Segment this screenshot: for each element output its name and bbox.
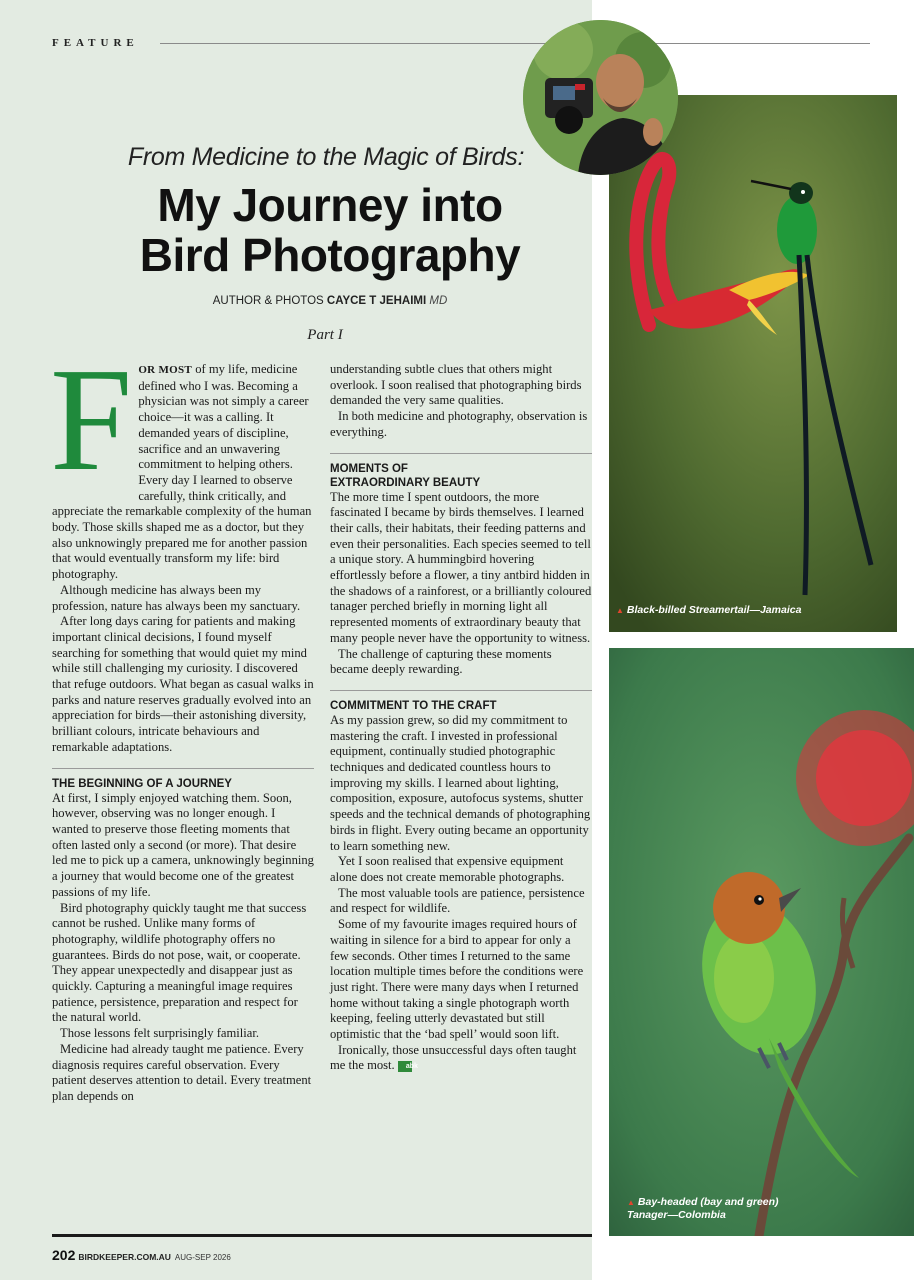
paragraph: understanding subtle clues that others might overlook. I soon realised that photographing birds demanded the very same qualities. [330,362,582,408]
paragraph: Although medicine has always been my profession, nature has always been my sanctuary. [52,582,301,613]
tanager-illustration [609,648,914,1236]
author-suffix: MD [426,295,448,307]
caption-tanager [627,1196,827,1221]
column-2 [330,362,592,1074]
paragraph: In both medicine and photography, observation is everything. [330,409,588,439]
part-label: Part I [307,327,343,343]
folio [52,1247,231,1265]
tanager-photo [609,648,914,1236]
caption-text: Black-billed Streamertail—Jamaica [626,604,802,616]
paragraph: As my passion grew, so did my commitment to mastering the craft. I invested in professional equipment, continually studied photographic techniques and dedicated countless hours to improving my skills. I learned about lighting, composition, exposure, autofocus systems, shutter speeds and the technical demands of photographing birds in flight. Every outing became an opportunity to learn something new. [330,712,591,853]
author-name: CAYCE T JEHAIMI [326,295,427,307]
paragraph: Those lessons felt surprisingly familiar. [60,1026,260,1041]
lead-caps: OR MOST [138,364,193,376]
heading-line: EXTRAORDINARY BEAUTY [330,476,481,489]
column-1 [50,338,314,1105]
section-heading [330,453,592,490]
closing-text: Ironically, those unsuccessful days often taught me the most. [330,1042,577,1073]
streamertail-illustration [609,95,897,632]
section-heading: THE BEGINNING OF A JOURNEY [52,768,314,791]
paragraph: The most valuable tools are patience, persistence and respect for wildlife. [330,885,585,916]
lead-paragraph [50,338,314,583]
article-title [70,180,590,280]
byline [140,295,520,307]
paragraph: Yet I soon realised that expensive equipment alone does not create memorable photographs. [330,854,565,884]
paragraph: The challenge of capturing these moments became deeply rewarding. [330,646,552,677]
paragraph: Some of my favourite images required hours of waiting in silence for a bird to appear for only a few seconds. Other times I returned to the same location multiple times before the conditions were just right. There were many days when I returned home without taking a single photograph worth keeping, feeling utterly devastated but still optimistic that the ‘bad spell’ would soon lift. [330,917,584,1042]
paragraph [330,1043,592,1074]
author-portrait [523,20,678,175]
caption-marker-icon: ▲ [616,606,624,615]
heading-line: MOMENTS OF [330,462,408,475]
portrait-illustration [523,20,678,175]
caption-text: Bay-headed (bay and green) [637,1196,779,1208]
caption-text: Tanager—Colombia [627,1209,726,1221]
paragraph: At first, I simply enjoyed watching them. Soon, however, observing was no longer enough. I wanted to preserve those fleeting moments that often lasted only a second (or more). That desire led me to pick up a camera, unknowingly beginning a journey that would become one of the greatest passions of my life. [52,790,314,899]
paragraph: Bird photography quickly taught me that success cannot be rushed. Unlike many forms of photography, wildlife photography offers no guarantees. Birds do not pose, wait, or cooperate. They appear unexpectedly and disappear just as quickly. Capturing a meaningful image requires patience, persistence, preparation and respect for the natural world. [52,900,307,1025]
byline-prefix: AUTHOR & PHOTOS [212,295,327,307]
title-line-2: Bird Photography [139,229,521,281]
paragraph: of my life, medicine defined who I was. Becoming a physician was not simply a career choice—it was a calling. It demanded years of discipline, sacrifice and an unwavering commitment to helping others. Every day I learned to observe carefully, think critically, and appreciate the remarkable complexity of the human body. Those skills shaped me as a doctor, but they also unknowingly prepared me for another passion that would eventually transform my life: bird photography. [52,362,312,582]
streamertail-photo [609,95,897,632]
caption-marker-icon: ▲ [627,1198,635,1207]
caption-streamertail [616,604,801,617]
section-heading: COMMITMENT TO THE CRAFT [330,690,592,713]
title-line-1: My Journey into [157,179,503,231]
site-name: BIRDKEEPER.COM.AU [78,1252,171,1262]
issue-date: AUG-SEP 2026 [174,1253,231,1262]
section-label: FEATURE [52,37,139,49]
drop-cap: F [50,338,133,502]
paragraph: Medicine had already taught me patience. Every diagnosis requires careful observation. Every patient deserves attention to detail. Every treatment plan depends on [52,1041,312,1103]
article-subtitle: From Medicine to the Magic of Birds: [127,143,525,171]
paragraph: The more time I spent outdoors, the more fascinated I became by birds themselves. I learned their calls, their habitats, their feeding patterns and even their personalities. Each species seemed to tell a unique story. A hummingbird hovering effortlessly before a flower, a tiny antbird hidden in the shadows of a rainforest, or a brilliantly coloured tanager perched briefly in morning light all represented moments of extraordinary beauty that many people never have the opportunity to witness. [330,489,592,645]
footer-rule [52,1234,592,1237]
page-number: 202 [52,1247,76,1263]
paragraph: After long days caring for patients and making important clinical decisions, I found myself searching for something that would quiet my mind while still challenging my curiosity. I discovered that refuge outdoors. What began as casual walks in parks and nature reserves gradually evolved into an appreciation for birds—their astonishing diversity, brilliant colours, intricate behaviours and remarkable adaptations. [52,614,314,754]
header-rule [160,43,870,44]
end-mark-icon: abk [398,1061,412,1072]
